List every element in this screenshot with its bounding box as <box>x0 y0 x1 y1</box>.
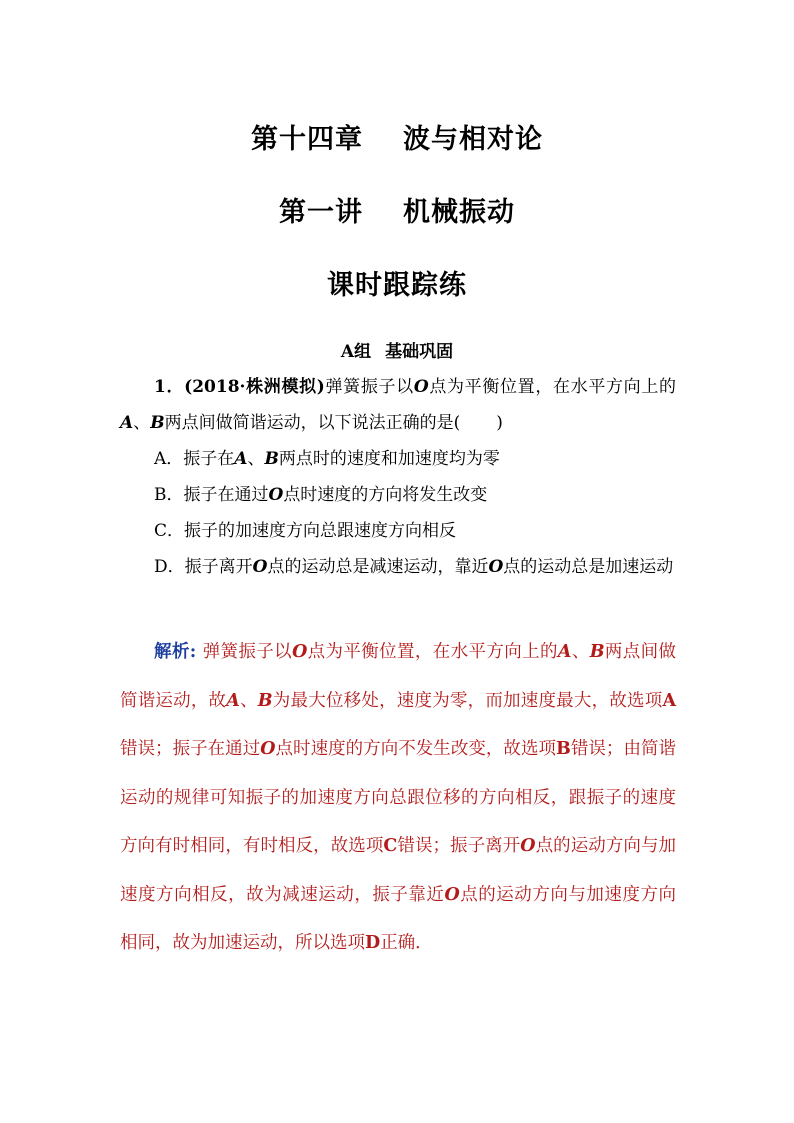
question-stem: 1．(2018·株洲模拟)弹簧振子以O点为平衡位置，在水平方向上的A、B两点间做简谐运动，以下说法正确的是( ) <box>120 377 676 433</box>
lecture-name: 机械振动 <box>403 197 515 228</box>
lecture-number: 第一讲 <box>279 197 363 228</box>
analysis-label: 解析 <box>154 642 190 662</box>
question-source: (2018·株洲模拟) <box>184 377 325 397</box>
group-name: 基础巩固 <box>385 342 454 362</box>
option-d: D．振子离开O点的运动总是减速运动，靠近O点的运动总是加速运动 <box>154 557 674 577</box>
analysis-text: 解析: 弹簧振子以O点为平衡位置，在水平方向上的A、B两点间做简谐运动，故A、B为最大位移处，速度为零，而加速度最大，故选项A错误；振子在通过O点时速度的方向不发生改变，故选项B错误；由简谐运动的规律可知振子的加速度方向总跟位移的方向相反，跟振子的速度方向有时相同，有时相反，故选项C错误；振子离开O点的运动方向与加速度方向相反，故为减速运动，振子靠近O点的运动方向与加速度方向相同，故为加速运动，所以选项D正确． <box>120 642 677 953</box>
chapter-title <box>0 117 794 156</box>
group-heading <box>0 337 794 362</box>
section-subtitle: 课时跟踪练 <box>327 270 467 301</box>
chapter-number: 第十四章 <box>251 124 363 155</box>
lecture-title <box>0 190 794 229</box>
chapter-name: 波与相对论 <box>403 124 543 155</box>
group-label: A组 <box>340 342 372 362</box>
question-1 <box>120 369 676 585</box>
option-a: A．振子在A、B两点时的速度和加速度均为零 <box>154 449 500 469</box>
option-b: B．振子在通过O点时速度的方向将发生改变 <box>154 485 488 505</box>
option-c: C．振子的加速度方向总跟速度方向相反 <box>154 521 457 541</box>
